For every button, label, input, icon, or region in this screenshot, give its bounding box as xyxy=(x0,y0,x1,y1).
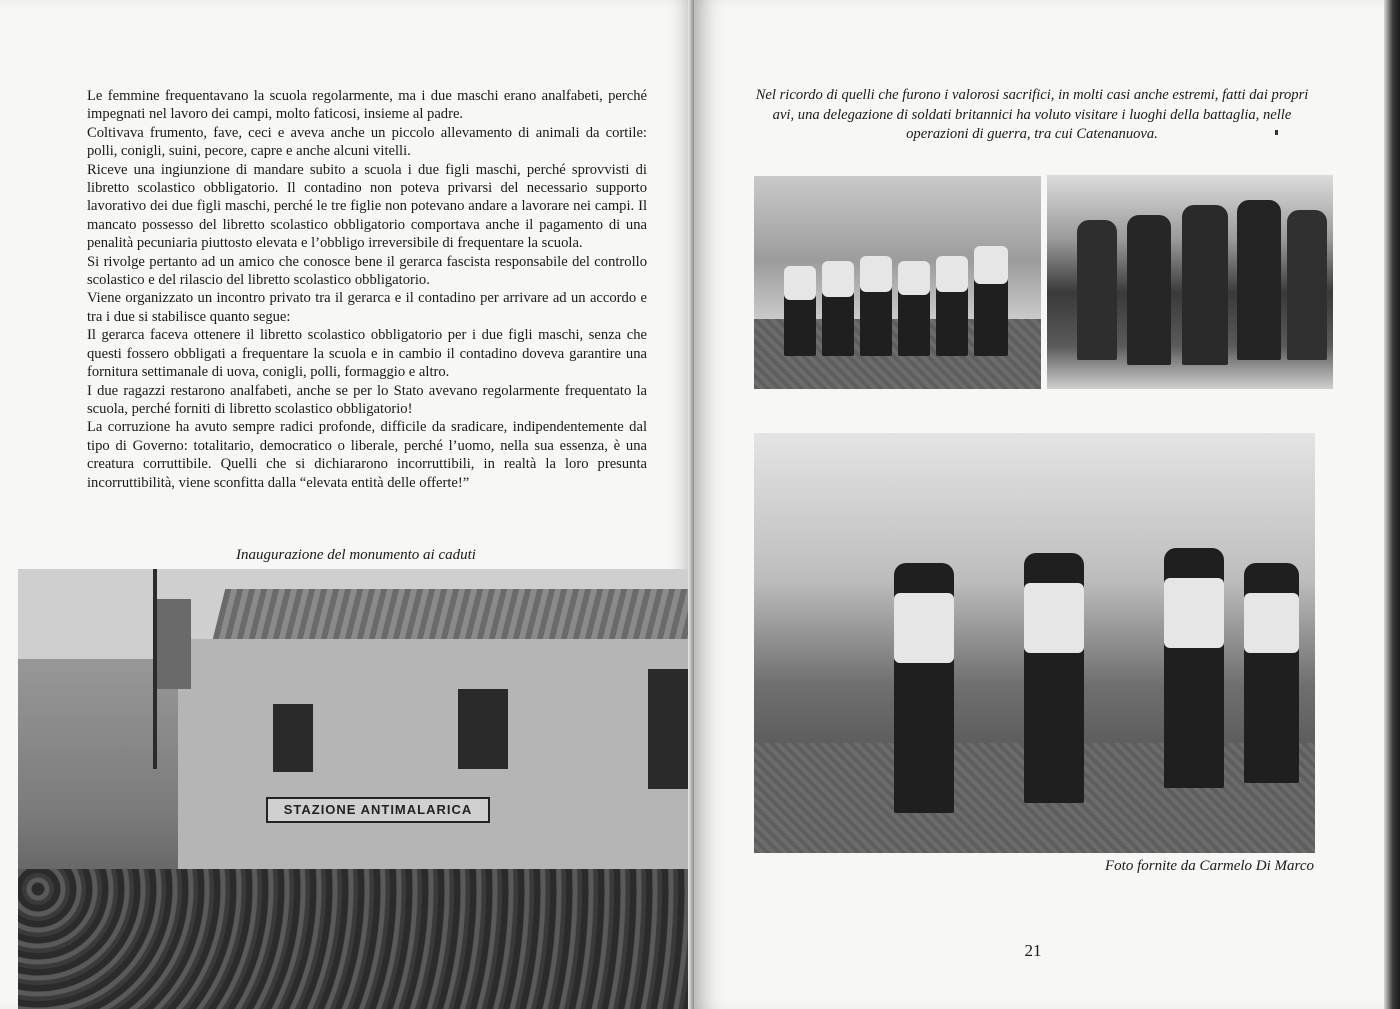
marching-soldiers-photo xyxy=(1047,175,1333,389)
photo-shirt xyxy=(898,261,930,295)
paragraph: Le femmine frequentavano la scuola regolarmente, ma i due maschi erano analfabeti, perché impegnati nel lavoro dei campi, molto faticosi, insieme al padre. xyxy=(87,88,647,123)
photo-shirt xyxy=(974,246,1008,284)
group-in-kilts-photo xyxy=(754,176,1041,389)
photo-shirt xyxy=(784,266,816,300)
photo-window xyxy=(458,689,508,769)
photo-shirt xyxy=(822,261,854,297)
photo-piper-shirt xyxy=(1244,593,1299,653)
photo-window xyxy=(648,669,688,789)
photo-soldier xyxy=(1237,200,1281,360)
photo-piper-shirt xyxy=(894,593,954,663)
antimalaria-station-sign: STAZIONE ANTIMALARICA xyxy=(266,797,490,823)
photo-soldier xyxy=(1182,205,1228,365)
photo-soldier xyxy=(1127,215,1171,365)
page-number: 21 xyxy=(1024,941,1042,960)
paragraph: I due ragazzi restarono analfabeti, anche se per lo Stato avevano regolarmente frequentato la scuola, perché forniti di libretto scolastico obbligatorio! xyxy=(87,382,647,417)
paragraph: Viene organizzato un incontro privato tra il gerarca e il contadino per arrivare ad un accordo e tra i due si stabilisce quanto segue: xyxy=(87,290,647,325)
photo-credit: Foto fornite da Carmelo Di Marco xyxy=(1104,858,1314,874)
paragraph: Il gerarca faceva ottenere il libretto scolastico obbligatorio per i due figli maschi, senza che questi fossero obbligati a frequentare la scuola e in cambio il contadino doveva garantire una fornitura settimanale di uova, conigli, polli, formaggio e altro. xyxy=(87,327,647,381)
delegation-caption: Nel ricordo di quelli che furono i valorosi sacrifici, in molti casi anche estremi, fatti dai propri avi, una delegazione di soldati britannici ha voluto visitare i luoghi della battaglia, nelle operazioni di guerra, tra cui Catenanuova. xyxy=(755,87,1309,142)
photo-window xyxy=(273,704,313,772)
photo-shirt xyxy=(936,256,968,292)
paragraph: Coltivava frumento, fave, ceci e aveva anche un piccolo allevamento di animali da cortile: polli, conigli, suini, pecore, capre e anche alcuni vitelli. xyxy=(87,124,647,160)
photo-building xyxy=(178,639,694,879)
photo-soldier xyxy=(1287,210,1327,360)
paragraph: Si rivolge pertanto ad un amico che conosce bene il gerarca fascista responsabile del controllo scolastico e del rilascio del libretto scolastico obbligatorio. xyxy=(87,253,647,289)
flag xyxy=(157,599,191,689)
paragraph: La corruzione ha avuto sempre radici profonde, difficile da sradicare, indipendentemente dal tipo di Governo: totalitario, democratico o liberale, perché l’uomo, nella sua essenza, è una creatura corruttibile. Quelli che si dichiararono incorruttibili, in realtà la loro presunta incorruttibilità, viene sconfitta dalla “elevata entità delle offerte!” xyxy=(87,419,647,491)
photo-shirt xyxy=(860,256,892,292)
bagpipers-parade-photo xyxy=(754,433,1315,853)
monument-inauguration-photo xyxy=(18,569,694,1009)
photo-crowd xyxy=(18,869,694,1009)
photo-soldier xyxy=(1077,220,1117,360)
photo-piper-shirt xyxy=(1024,583,1084,653)
monument-photo-caption: Inaugurazione del monumento ai caduti xyxy=(236,547,476,563)
scan-speck xyxy=(1275,130,1278,135)
right-book-edge xyxy=(1384,0,1400,1009)
paragraph: Riceve una ingiunzione di mandare subito a scuola i due figli maschi, perché sprovvisti di libretto scolastico obbligatorio. Il contadino non poteva privarsi del necessario supporto lavorativo dei due figli maschi, perché le tre figlie non potevano andare a lavorare nei campi. Il mancato possesso del libretto scolastico obbligatorio comportava anche il pagamento di una penalità pecuniaria piuttosto elevata e l’obbligo irreversibile di frequentare la scuola. xyxy=(87,161,647,252)
left-page-body-text xyxy=(87,87,647,492)
photo-piper-shirt xyxy=(1164,578,1224,648)
